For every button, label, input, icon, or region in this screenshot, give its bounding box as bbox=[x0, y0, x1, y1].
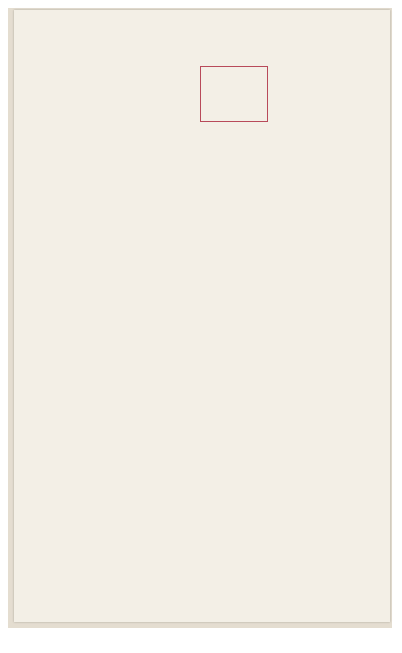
headquarters-stamp bbox=[200, 66, 268, 122]
document-page bbox=[14, 10, 390, 622]
